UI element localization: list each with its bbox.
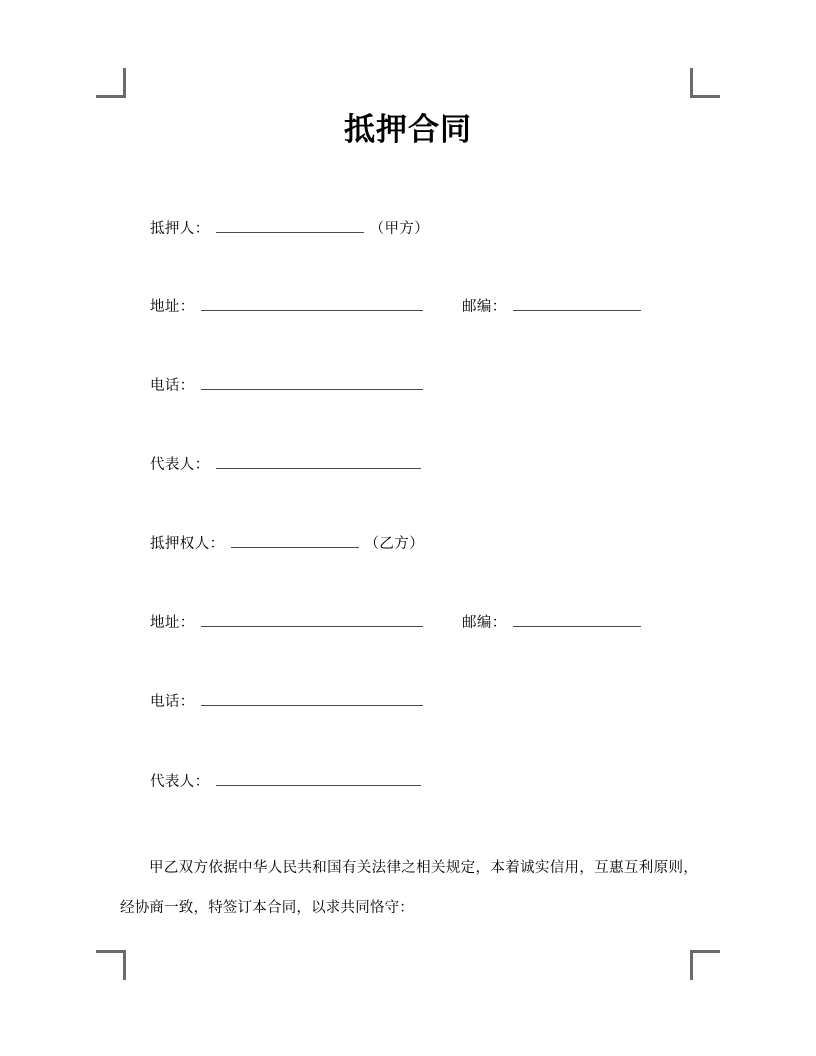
field-label-address-1: 地址： <box>150 299 195 315</box>
field-suffix-mortgagor: （甲方） <box>369 221 430 237</box>
fill-in-blank-zip-2[interactable] <box>513 612 641 627</box>
fill-in-blank-phone-1[interactable] <box>201 375 423 390</box>
field-row-address-1 <box>150 296 429 318</box>
field-row-representative-1 <box>150 454 427 476</box>
field-row-zip-1 <box>462 296 647 318</box>
field-label-representative-2: 代表人： <box>150 774 210 790</box>
crop-mark-top-right-icon <box>690 68 720 98</box>
fill-in-blank-phone-2[interactable] <box>201 691 423 706</box>
field-row-zip-2 <box>462 612 647 634</box>
fill-in-blank-zip-1[interactable] <box>513 296 641 311</box>
field-row-phone-2 <box>150 691 429 713</box>
contract-preamble-paragraph: 甲乙双方依据中华人民共和国有关法律之相关规定，本着诚实信用，互惠互利原则，经协商一致，特签订本合同，以求共同恪守： <box>120 860 698 916</box>
field-label-mortgagee: 抵押权人： <box>150 536 225 552</box>
field-label-mortgagor: 抵押人： <box>150 221 210 237</box>
crop-mark-top-left-icon <box>96 68 126 98</box>
field-row-phone-1 <box>150 375 429 397</box>
field-row-representative-2 <box>150 771 427 793</box>
field-label-phone-2: 电话： <box>150 694 195 710</box>
field-label-zip-1: 邮编： <box>462 299 507 315</box>
field-row-address-2 <box>150 612 429 634</box>
crop-mark-bottom-left-icon <box>96 950 126 980</box>
fill-in-blank-representative-1[interactable] <box>216 454 421 469</box>
fill-in-blank-representative-2[interactable] <box>216 771 421 786</box>
page-title: 抵押合同 <box>344 112 472 147</box>
field-label-representative-1: 代表人： <box>150 457 210 473</box>
field-label-address-2: 地址： <box>150 615 195 631</box>
crop-mark-bottom-right-icon <box>690 950 720 980</box>
field-suffix-mortgagee: （乙方） <box>364 536 425 552</box>
fill-in-blank-address-1[interactable] <box>201 296 423 311</box>
field-row-mortgagee <box>150 533 424 555</box>
field-label-zip-2: 邮编： <box>462 615 507 631</box>
field-label-phone-1: 电话： <box>150 378 195 394</box>
field-row-mortgagor <box>150 218 429 240</box>
fill-in-blank-mortgagor[interactable] <box>216 218 364 233</box>
fill-in-blank-mortgagee[interactable] <box>231 533 359 548</box>
fill-in-blank-address-2[interactable] <box>201 612 423 627</box>
